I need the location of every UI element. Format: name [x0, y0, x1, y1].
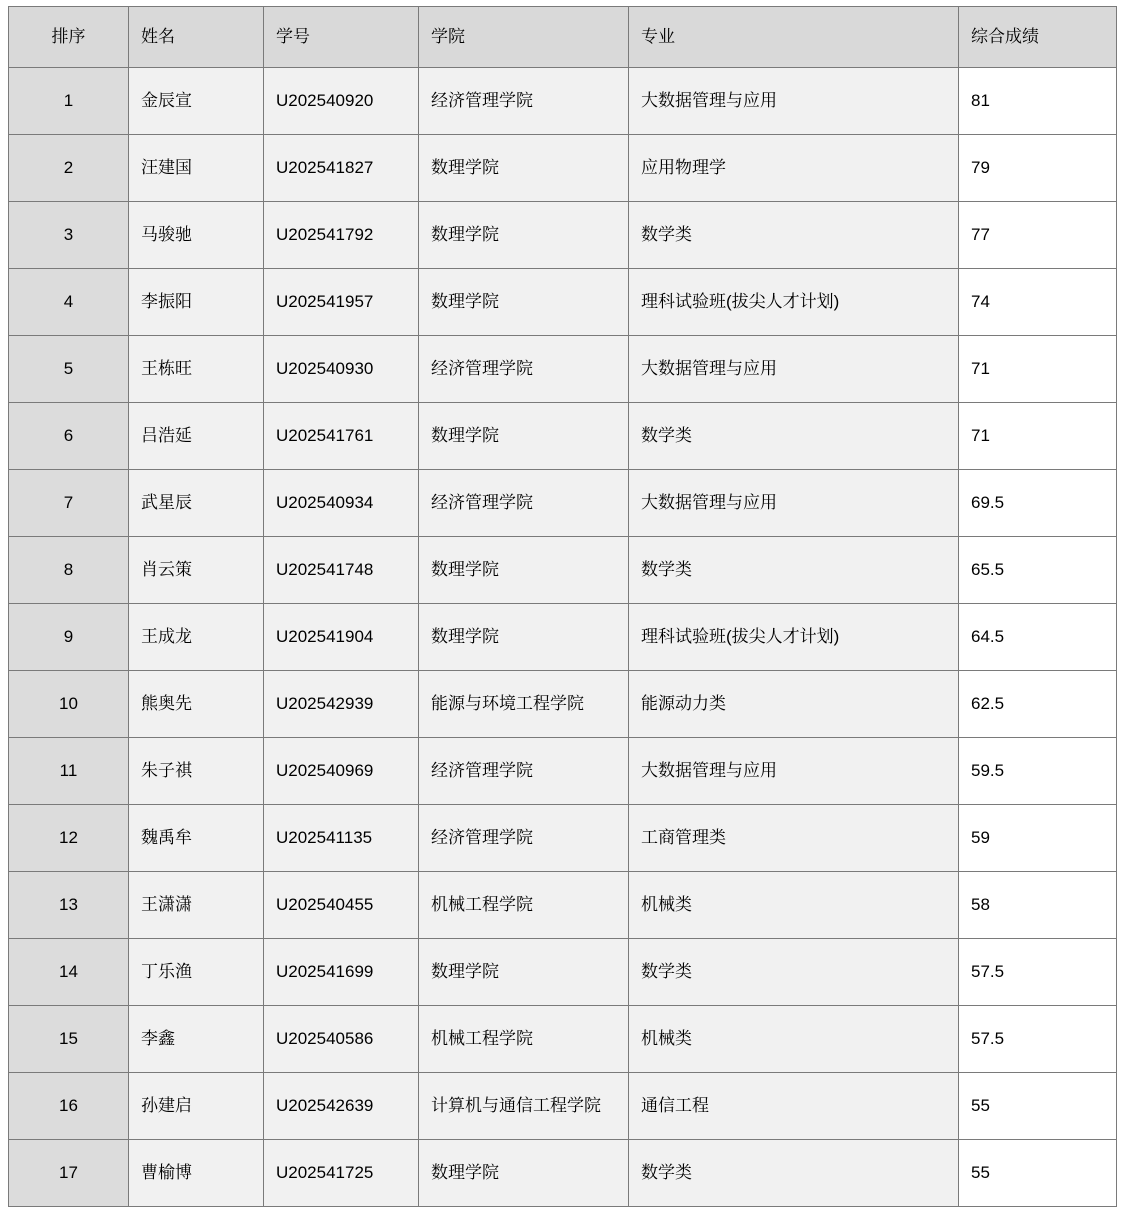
table-row — [9, 202, 1117, 269]
cell-major: 数学类 — [629, 403, 959, 470]
cell-student-id: U202541748 — [264, 537, 419, 604]
cell-major: 工商管理类 — [629, 805, 959, 872]
cell-student-id: U202541135 — [264, 805, 419, 872]
cell-rank: 1 — [9, 68, 129, 135]
cell-major: 大数据管理与应用 — [629, 68, 959, 135]
column-header-school: 学院 — [419, 7, 629, 68]
cell-rank: 5 — [9, 336, 129, 403]
cell-student-id: U202541725 — [264, 1140, 419, 1207]
cell-major: 通信工程 — [629, 1073, 959, 1140]
cell-score: 62.5 — [959, 671, 1117, 738]
cell-score: 79 — [959, 135, 1117, 202]
cell-rank: 6 — [9, 403, 129, 470]
cell-rank: 14 — [9, 939, 129, 1006]
cell-school: 数理学院 — [419, 403, 629, 470]
cell-rank: 12 — [9, 805, 129, 872]
cell-student-id: U202540930 — [264, 336, 419, 403]
column-header-rank: 排序 — [9, 7, 129, 68]
ranking-table — [8, 6, 1117, 1207]
cell-student-id: U202540934 — [264, 470, 419, 537]
cell-student-id: U202540455 — [264, 872, 419, 939]
cell-school: 机械工程学院 — [419, 1006, 629, 1073]
cell-score: 59.5 — [959, 738, 1117, 805]
cell-name: 汪建国 — [129, 135, 264, 202]
table-row — [9, 336, 1117, 403]
cell-name: 王栋旺 — [129, 336, 264, 403]
cell-score: 64.5 — [959, 604, 1117, 671]
table-row — [9, 872, 1117, 939]
table-row — [9, 470, 1117, 537]
cell-rank: 7 — [9, 470, 129, 537]
cell-major: 数学类 — [629, 202, 959, 269]
cell-student-id: U202540586 — [264, 1006, 419, 1073]
cell-rank: 10 — [9, 671, 129, 738]
cell-score: 69.5 — [959, 470, 1117, 537]
cell-school: 数理学院 — [419, 135, 629, 202]
cell-name: 曹榆博 — [129, 1140, 264, 1207]
cell-student-id: U202541904 — [264, 604, 419, 671]
cell-score: 55 — [959, 1140, 1117, 1207]
cell-major: 理科试验班(拔尖人才计划) — [629, 604, 959, 671]
cell-student-id: U202540969 — [264, 738, 419, 805]
table-header-row — [9, 7, 1117, 68]
cell-major: 机械类 — [629, 1006, 959, 1073]
table-row — [9, 805, 1117, 872]
cell-rank: 8 — [9, 537, 129, 604]
cell-score: 81 — [959, 68, 1117, 135]
cell-school: 计算机与通信工程学院 — [419, 1073, 629, 1140]
cell-major: 数学类 — [629, 1140, 959, 1207]
cell-major: 机械类 — [629, 872, 959, 939]
cell-name: 金辰宣 — [129, 68, 264, 135]
column-header-student-id: 学号 — [264, 7, 419, 68]
cell-school: 数理学院 — [419, 269, 629, 336]
cell-score: 57.5 — [959, 939, 1117, 1006]
cell-school: 能源与环境工程学院 — [419, 671, 629, 738]
cell-school: 数理学院 — [419, 1140, 629, 1207]
cell-score: 57.5 — [959, 1006, 1117, 1073]
cell-major: 理科试验班(拔尖人才计划) — [629, 269, 959, 336]
cell-rank: 11 — [9, 738, 129, 805]
cell-rank: 17 — [9, 1140, 129, 1207]
cell-school: 经济管理学院 — [419, 68, 629, 135]
table-row — [9, 403, 1117, 470]
cell-rank: 15 — [9, 1006, 129, 1073]
cell-student-id: U202541792 — [264, 202, 419, 269]
cell-major: 能源动力类 — [629, 671, 959, 738]
cell-school: 机械工程学院 — [419, 872, 629, 939]
cell-student-id: U202540920 — [264, 68, 419, 135]
cell-student-id: U202542639 — [264, 1073, 419, 1140]
table-row — [9, 671, 1117, 738]
table-header — [9, 7, 1117, 68]
cell-school: 数理学院 — [419, 604, 629, 671]
cell-score: 74 — [959, 269, 1117, 336]
cell-school: 经济管理学院 — [419, 470, 629, 537]
table-row — [9, 738, 1117, 805]
cell-major: 大数据管理与应用 — [629, 470, 959, 537]
cell-student-id: U202541827 — [264, 135, 419, 202]
cell-score: 59 — [959, 805, 1117, 872]
column-header-name: 姓名 — [129, 7, 264, 68]
cell-rank: 3 — [9, 202, 129, 269]
cell-name: 李振阳 — [129, 269, 264, 336]
table-row — [9, 269, 1117, 336]
cell-rank: 2 — [9, 135, 129, 202]
cell-school: 数理学院 — [419, 537, 629, 604]
cell-score: 71 — [959, 336, 1117, 403]
cell-student-id: U202541699 — [264, 939, 419, 1006]
cell-rank: 13 — [9, 872, 129, 939]
cell-name: 孙建启 — [129, 1073, 264, 1140]
table-row — [9, 1140, 1117, 1207]
cell-name: 吕浩延 — [129, 403, 264, 470]
cell-name: 马骏驰 — [129, 202, 264, 269]
cell-name: 武星辰 — [129, 470, 264, 537]
cell-score: 55 — [959, 1073, 1117, 1140]
cell-name: 王成龙 — [129, 604, 264, 671]
cell-score: 71 — [959, 403, 1117, 470]
cell-school: 经济管理学院 — [419, 805, 629, 872]
cell-score: 58 — [959, 872, 1117, 939]
cell-name: 肖云策 — [129, 537, 264, 604]
cell-rank: 9 — [9, 604, 129, 671]
cell-major: 数学类 — [629, 537, 959, 604]
table-row — [9, 1073, 1117, 1140]
cell-rank: 16 — [9, 1073, 129, 1140]
cell-student-id: U202541761 — [264, 403, 419, 470]
cell-school: 经济管理学院 — [419, 336, 629, 403]
cell-name: 王潇潇 — [129, 872, 264, 939]
table-row — [9, 604, 1117, 671]
cell-school: 数理学院 — [419, 939, 629, 1006]
cell-score: 65.5 — [959, 537, 1117, 604]
cell-name: 朱子祺 — [129, 738, 264, 805]
cell-rank: 4 — [9, 269, 129, 336]
cell-major: 应用物理学 — [629, 135, 959, 202]
cell-major: 大数据管理与应用 — [629, 336, 959, 403]
cell-name: 魏禹牟 — [129, 805, 264, 872]
table-row — [9, 68, 1117, 135]
table-row — [9, 939, 1117, 1006]
table-row — [9, 135, 1117, 202]
cell-name: 熊奥先 — [129, 671, 264, 738]
cell-school: 经济管理学院 — [419, 738, 629, 805]
cell-school: 数理学院 — [419, 202, 629, 269]
cell-student-id: U202542939 — [264, 671, 419, 738]
table-body — [9, 68, 1117, 1207]
table-row — [9, 1006, 1117, 1073]
cell-score: 77 — [959, 202, 1117, 269]
column-header-major: 专业 — [629, 7, 959, 68]
cell-major: 数学类 — [629, 939, 959, 1006]
column-header-score: 综合成绩 — [959, 7, 1117, 68]
cell-name: 李鑫 — [129, 1006, 264, 1073]
cell-student-id: U202541957 — [264, 269, 419, 336]
cell-major: 大数据管理与应用 — [629, 738, 959, 805]
table-row — [9, 537, 1117, 604]
cell-name: 丁乐渔 — [129, 939, 264, 1006]
